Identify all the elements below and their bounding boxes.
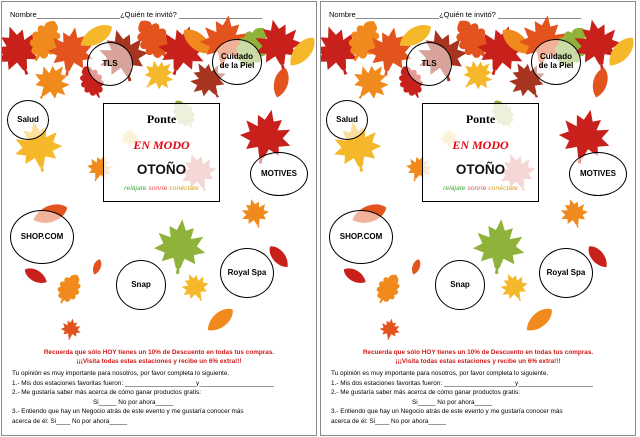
- flyer-right: [320, 1, 636, 436]
- station-tls-label: TLS: [102, 58, 118, 68]
- station-tls: [87, 42, 133, 86]
- title-otono: OTOÑO: [455, 162, 506, 177]
- survey-section: [12, 369, 308, 427]
- survey-q1: 1.- Mis dos estaciones favoritas fueron: ____________________y_____________________: [12, 379, 274, 387]
- station-salud: [7, 100, 49, 140]
- promo-line-2: ¡¡¡Visita todas estas estaciones y recibe un 6% extra!!!: [395, 357, 561, 365]
- station-snap: [116, 260, 166, 310]
- slogan-sonrie: sonríe: [148, 185, 168, 192]
- title-slogan: [104, 185, 219, 192]
- station-snap-label: Snap: [450, 279, 470, 289]
- title-box: [422, 103, 539, 202]
- promo-text: [321, 349, 635, 367]
- station-shop-com: [329, 210, 393, 264]
- slogan-conectate: conéctate: [169, 185, 199, 192]
- station-cuidado-label-2: de la Piel: [219, 61, 255, 70]
- promo-text: [2, 349, 316, 367]
- survey-intro: Tu opinión es muy importante para nosotros, por favor completa lo siguiente.: [331, 370, 549, 377]
- title-ponte: Ponte: [465, 112, 496, 126]
- station-shop-label: SHOP.COM: [20, 231, 64, 241]
- station-cuidado-label-1: Cuidado: [540, 52, 572, 62]
- name-invite-line: Nombre____________________¿Quién te invitó? ____________________: [329, 10, 582, 19]
- slogan-sonrie: sonríe: [467, 185, 487, 192]
- station-motives: [250, 152, 308, 196]
- title-otono: OTOÑO: [136, 162, 187, 177]
- survey-q1: 1.- Mis dos estaciones favoritas fueron: ____________________y_____________________: [331, 379, 593, 387]
- station-shop-label: SHOP.COM: [339, 231, 383, 241]
- promo-line-2: ¡¡¡Visita todas estas estaciones y recibe un 6% extra!!!: [76, 357, 242, 365]
- name-invite-line: Nombre____________________¿Quién te invitó? ____________________: [10, 10, 263, 19]
- station-royal-spa: [220, 248, 274, 298]
- station-royal-spa: [539, 248, 593, 298]
- station-cuidado-label-2: de la Piel: [538, 61, 574, 70]
- flyer-left: [1, 1, 317, 436]
- survey-q2: 2.- Me gustaría saber más acerca de cómo ganar productos gratis:: [12, 389, 201, 397]
- survey-q3: 3.- Entiendo que hay un Negocio atrás de este evento y me gustaría conocer más: [331, 408, 563, 416]
- title-box: [103, 103, 220, 202]
- survey-section: [331, 369, 627, 427]
- promo-line-1: Recuerda que sólo HOY tienes un 10% de Descuento en todas tus compras.: [43, 349, 275, 356]
- title-en-modo: EN MODO: [452, 138, 509, 152]
- station-cuidado-label-1: Cuidado: [221, 52, 253, 62]
- slogan-relajate: relájate: [124, 185, 147, 192]
- station-shop-com: [10, 210, 74, 264]
- slogan-relajate: relájate: [443, 185, 466, 192]
- station-cuidado-piel: [531, 39, 581, 85]
- title-ponte: Ponte: [146, 112, 177, 126]
- title-slogan: [423, 185, 538, 192]
- station-snap: [435, 260, 485, 310]
- station-motives-label: MOTIVES: [260, 168, 297, 178]
- station-salud-label: Salud: [336, 114, 358, 124]
- survey-intro: Tu opinión es muy importante para nosotros, por favor completa lo siguiente.: [12, 370, 230, 377]
- survey-q2: 2.- Me gustaría saber más acerca de cómo ganar productos gratis:: [331, 389, 520, 397]
- station-motives-label: MOTIVES: [579, 168, 616, 178]
- survey-q3-options: acerca de él: Si____ No por ahora_____: [12, 418, 128, 426]
- slogan-conectate: conéctate: [488, 185, 518, 192]
- station-tls-label: TLS: [421, 58, 437, 68]
- survey-q2-options: Si_____ No por ahora_____: [412, 398, 493, 406]
- survey-q3-options: acerca de él: Si____ No por ahora_____: [331, 418, 447, 426]
- station-salud: [326, 100, 368, 140]
- station-tls: [406, 42, 452, 86]
- station-salud-label: Salud: [17, 114, 39, 124]
- survey-q2-options: Si_____ No por ahora_____: [93, 398, 174, 406]
- promo-line-1: Recuerda que sólo HOY tienes un 10% de Descuento en todas tus compras.: [362, 349, 594, 356]
- station-cuidado-piel: [212, 39, 262, 85]
- station-snap-label: Snap: [131, 279, 151, 289]
- station-motives: [569, 152, 627, 196]
- title-en-modo: EN MODO: [133, 138, 190, 152]
- survey-q3: 3.- Entiendo que hay un Negocio atrás de este evento y me gustaría conocer más: [12, 408, 244, 416]
- station-royal-spa-label: Royal Spa: [227, 267, 267, 277]
- station-royal-spa-label: Royal Spa: [546, 267, 586, 277]
